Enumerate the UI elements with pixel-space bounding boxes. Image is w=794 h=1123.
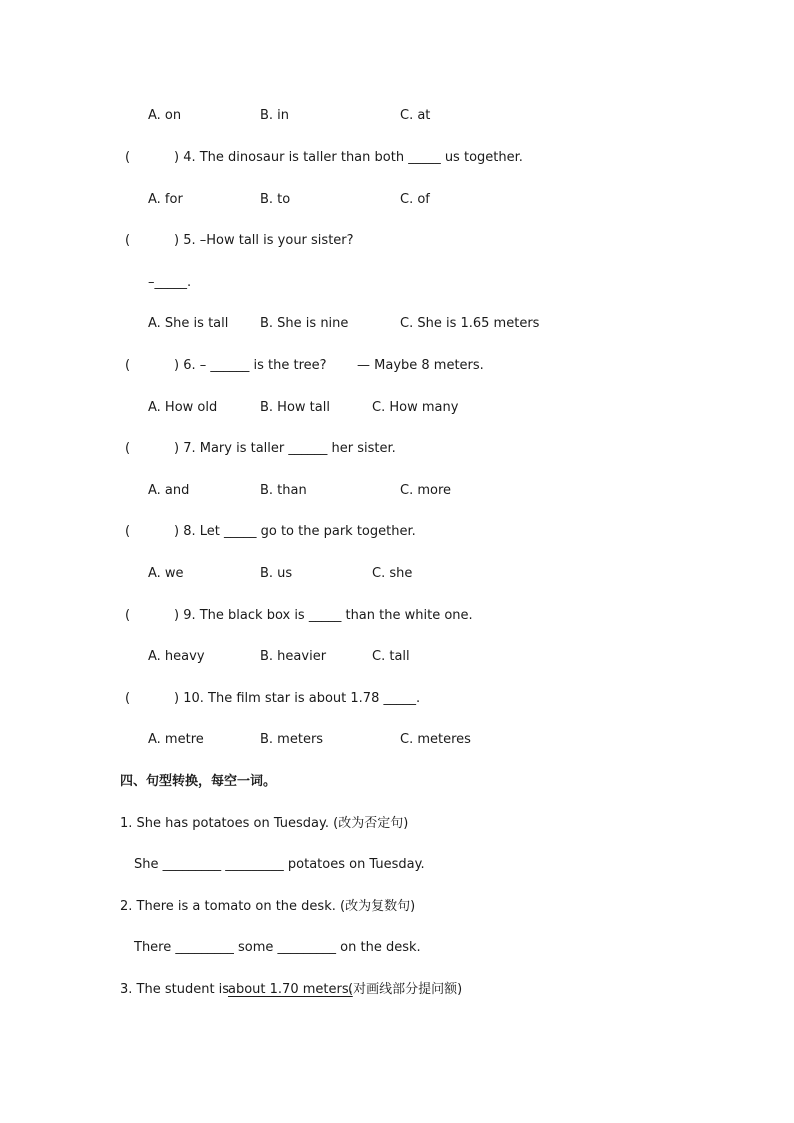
answer-blank: –_____. [148, 275, 192, 290]
q9-option-c: C. tall [372, 649, 410, 664]
q8-option-b: B. us [260, 566, 293, 581]
section-heading-text: 四、句型转换，每空一词。 [120, 774, 277, 789]
q6-option-c: C. How many [372, 400, 459, 415]
answer-paren-open: ( [125, 150, 131, 165]
transform-prompt: 2. There is a tomato on the desk. (改为复数句) [120, 899, 416, 914]
transform-answer: There _________ some _________ on the desk. [134, 940, 421, 955]
answer-paren-open: ( [125, 608, 131, 623]
q7-option-c: C. more [400, 483, 452, 498]
q4-option-a: A. for [148, 192, 183, 207]
q7-option-b: B. than [260, 483, 307, 498]
question-reply: — Maybe 8 meters. [357, 358, 484, 373]
q5-option-b: B. She is nine [260, 316, 349, 331]
q3-option-b: B. in [260, 108, 290, 123]
answer-paren-open: ( [125, 233, 131, 248]
q9-option-b: B. heavier [260, 649, 327, 664]
transform-answer: She _________ _________ potatoes on Tuesday. [134, 857, 425, 872]
transform-prompt-start: 3. The student is [120, 982, 230, 997]
question-text: ) 10. The film star is about 1.78 _____. [174, 691, 421, 706]
q9-option-a: A. heavy [148, 649, 205, 664]
question-text: ) 4. The dinosaur is taller than both _____ us together. [174, 150, 523, 165]
question-text: ) 6. – ______ is the tree? [174, 358, 327, 373]
q10-option-c: C. meteres [400, 732, 471, 747]
q6-option-b: B. How tall [260, 400, 330, 415]
q3-option-c: C. at [400, 108, 431, 123]
answer-paren-open: ( [125, 524, 131, 539]
q5-option-a: A. She is tall [148, 316, 229, 331]
q7-option-a: A. and [148, 483, 190, 498]
question-text: ) 9. The black box is _____ than the white one. [174, 608, 473, 623]
q6-option-a: A. How old [148, 400, 218, 415]
answer-paren-open: ( [125, 691, 131, 706]
question-text: ) 8. Let _____ go to the park together. [174, 524, 416, 539]
q4-option-c: C. of [400, 192, 430, 207]
q10-option-b: B. meters [260, 732, 324, 747]
q4-option-b: B. to [260, 192, 291, 207]
q3-option-a: A. on [148, 108, 182, 123]
question-text: ) 5. –How tall is your sister? [174, 233, 354, 248]
q8-option-c: C. she [372, 566, 413, 581]
underlined-phrase: about 1.70 meters. [228, 982, 353, 997]
transform-prompt: 1. She has potatoes on Tuesday. (改为否定句) [120, 816, 409, 831]
answer-paren-open: ( [125, 358, 131, 373]
transform-instruction: (对画线部分提问额) [348, 982, 463, 997]
q8-option-a: A. we [148, 566, 184, 581]
question-text: ) 7. Mary is taller ______ her sister. [174, 441, 396, 456]
q10-option-a: A. metre [148, 732, 204, 747]
answer-paren-open: ( [125, 441, 131, 456]
q5-option-c: C. She is 1.65 meters [400, 316, 540, 331]
